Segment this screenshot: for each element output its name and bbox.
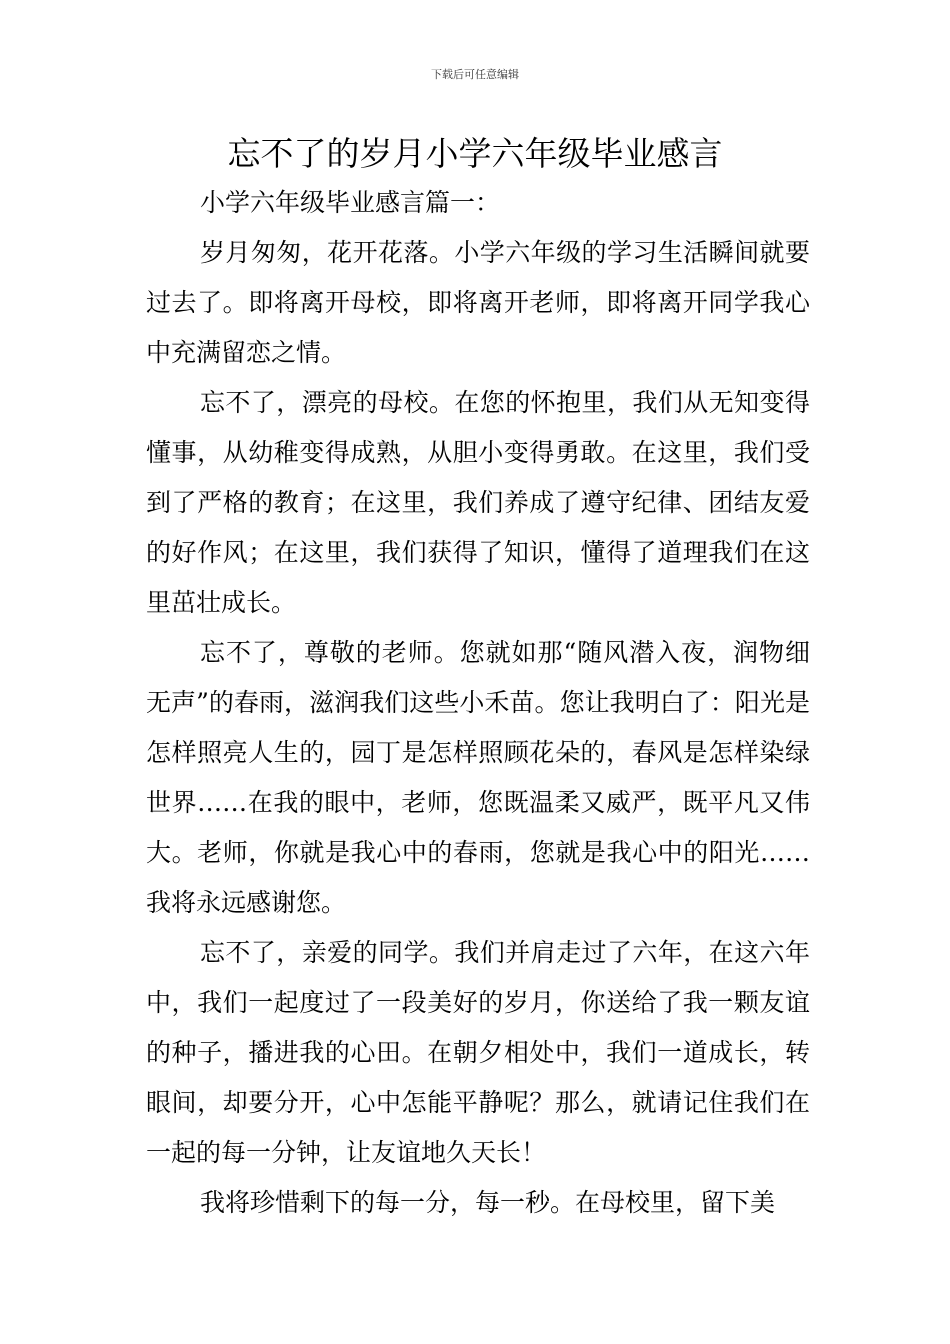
paragraph-1: 岁月匆匆，花开花落。小学六年级的学习生活瞬间就要过去了。即将离开母校，即将离开老师，即将离开同学我心中充满留恋之情。 — [146, 238, 810, 367]
document-title: 忘不了的岁月小学六年级毕业感言 — [227, 134, 723, 173]
paragraph-2: 忘不了，漂亮的母校。在您的怀抱里，我们从无知变得懂事，从幼稚变得成熟，从胆小变得勇敢。在这里，我们受到了严格的教育；在这里，我们养成了遵守纪律、团结友爱的好作风；在这里，我们获得了知识，懂得了道理我们在这里茁壮成长。 — [146, 388, 810, 617]
paragraph-5: 我将珍惜剩下的每一分，每一秒。在母校里，留下美 — [200, 1188, 776, 1217]
paragraph-3: 忘不了，尊敬的老师。您就如那“随风潜入夜，润物细无声”的春雨，滋润我们这些小禾苗。您让我明白了：阳光是怎样照亮人生的，园丁是怎样照顾花朵的，春风是怎样染绿世界……在我的眼中，老师，您既温柔又威严，既平凡又伟大。老师，你就是我心中的春雨，您就是我心中的阳光……我将永远感谢您。 — [146, 638, 810, 917]
paragraph-4: 忘不了，亲爱的同学。我们并肩走过了六年，在这六年中，我们一起度过了一段美好的岁月，你送给了我一颗友谊的种子，播进我的心田。在朝夕相处中，我们一道成长，转眼间，却要分开，心中怎能平静呢？那么，就请记住我们在一起的每一分钟，让友谊地久天长！ — [146, 938, 810, 1167]
document-body — [146, 178, 810, 1228]
header-note: 下载后可任意编辑 — [431, 68, 519, 81]
subheading: 小学六年级毕业感言篇一： — [200, 188, 501, 217]
